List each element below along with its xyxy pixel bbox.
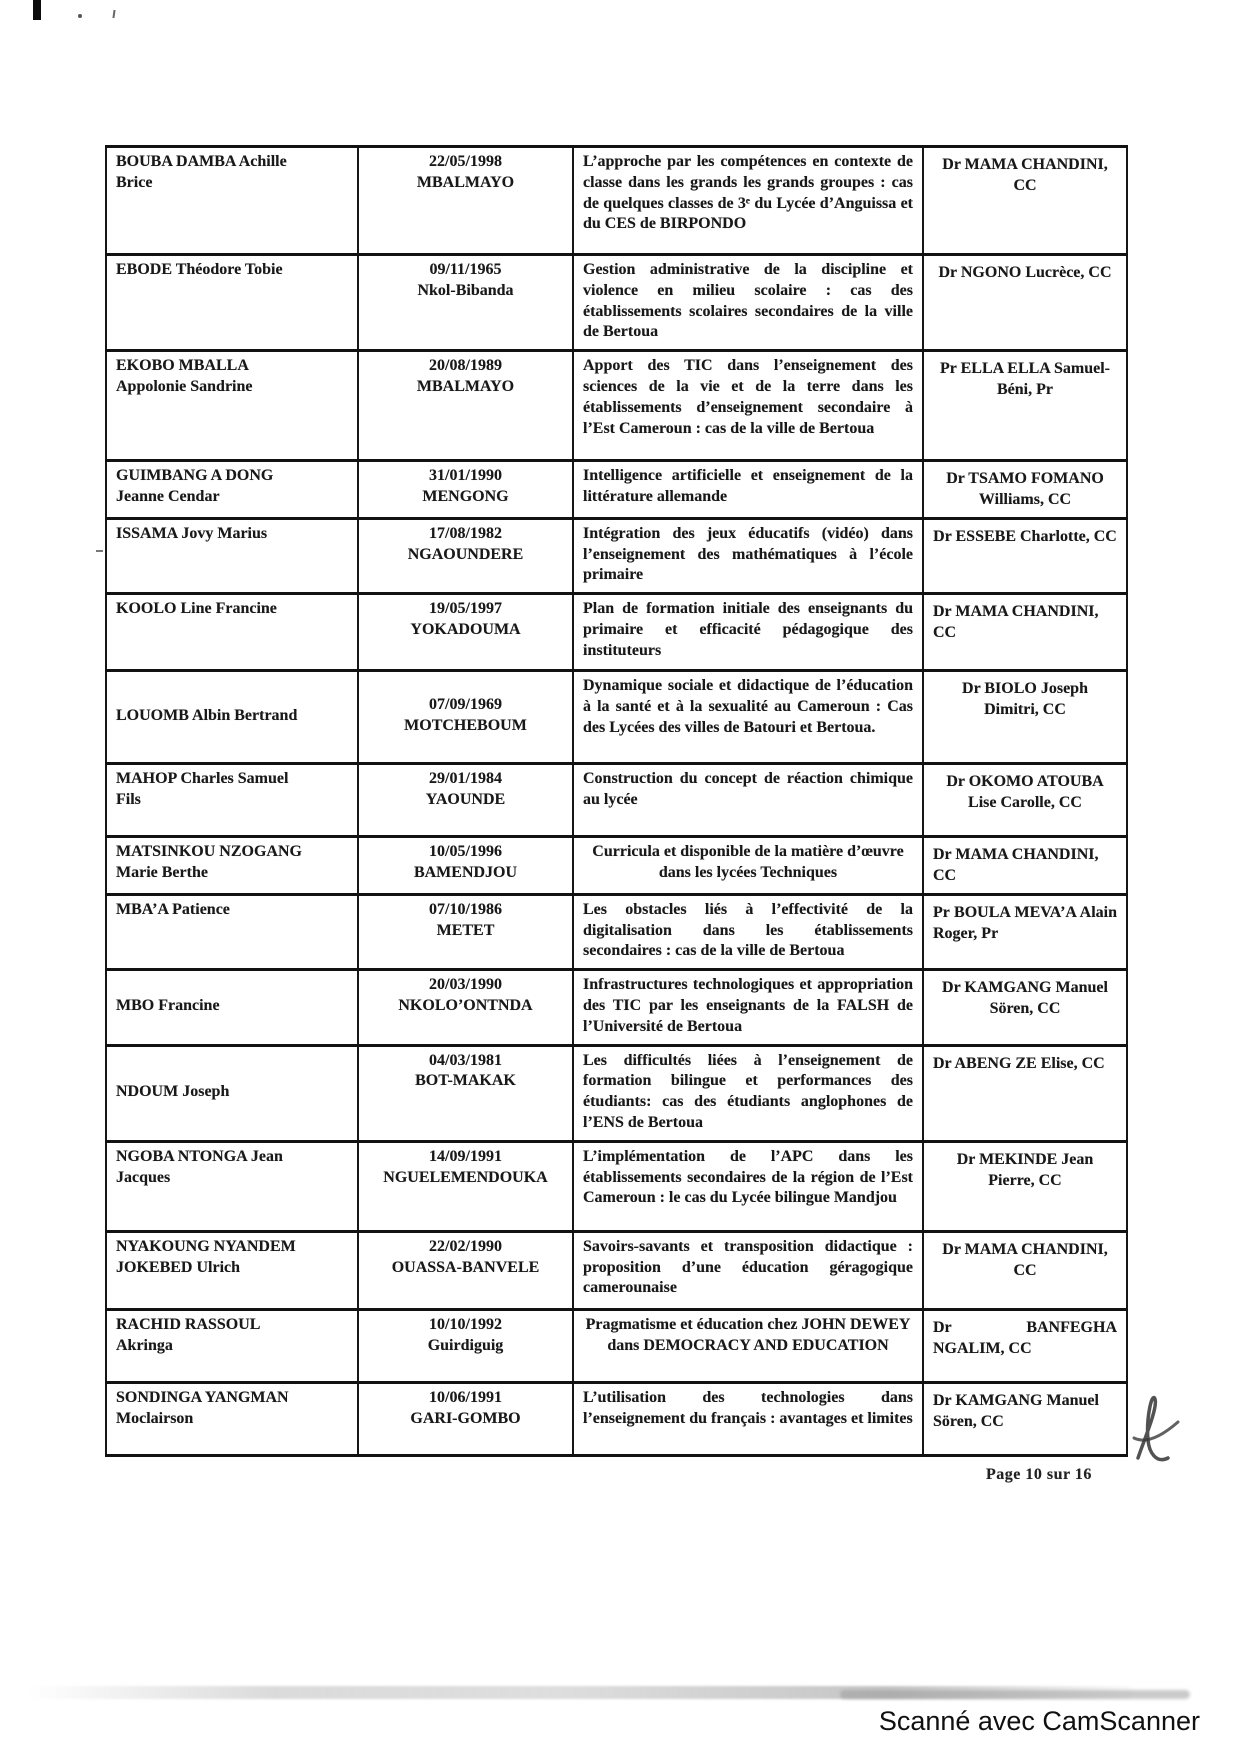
birth-cell: [358, 671, 573, 764]
scan-artifact-bar: [33, 0, 41, 20]
thesis-topic-cell: Plan de formation initiale des enseignants du primaire et efficacité pédagogique des instituteurs: [573, 594, 923, 671]
supervisor-cell: Pr BOULA MEVA’A Alain Roger, Pr: [923, 894, 1127, 969]
birth-cell: [358, 518, 573, 593]
thesis-topic-cell: L’utilisation des technologies dans l’enseignement du français : avantages et limites: [573, 1382, 923, 1455]
birth-date: 20/03/1990: [429, 976, 502, 994]
birth-place: NGUELEMENDOUKA: [383, 1168, 548, 1186]
birth-date: 22/05/1998: [429, 153, 502, 170]
student-name-cell: ISSAMA Jovy Marius: [106, 518, 358, 593]
birth-date: 04/03/1981: [429, 1051, 502, 1069]
birth-place: NKOLO’ONTNDA: [398, 996, 533, 1014]
birth-place: GARI-GOMBO: [410, 1409, 521, 1427]
table-row: [106, 594, 1127, 671]
supervisor-cell: Dr KAMGANG Manuel Sören, CC: [923, 1382, 1127, 1455]
supervisor-cell: Dr KAMGANG Manuel Sören, CC: [923, 970, 1127, 1045]
table-row: [106, 518, 1127, 593]
birth-date: 10/05/1996: [429, 843, 502, 861]
thesis-topic-cell: Pragmatisme et éducation chez JOHN DEWEY dans DEMOCRACY AND EDUCATION: [573, 1309, 923, 1382]
birth-place: BOT-MAKAK: [415, 1072, 516, 1090]
thesis-topic-cell: L’approche par les compétences en contexte de classe dans les grands les grands groupes : cas de quelques classes de 3ᵉ du Lycée d’Anguissa et du CES de BIRPONDO: [573, 147, 923, 255]
birth-date: 20/08/1989: [429, 357, 502, 375]
birth-cell: [358, 461, 573, 519]
birth-cell: [358, 351, 573, 461]
supervisor-cell: Dr BIOLO Joseph Dimitri, CC: [923, 671, 1127, 764]
birth-place: YOKADOUMA: [410, 620, 521, 638]
student-name-cell: MBO Francine: [106, 970, 358, 1045]
birth-place: NGAOUNDERE: [407, 545, 524, 563]
thesis-topic-cell: Infrastructures technologiques et appropriation des TIC par les enseignants de la FALSH de l’Université de Bertoua: [573, 970, 923, 1045]
table-row: [106, 970, 1127, 1045]
thesis-topic-cell: Savoirs-savants et transposition didactique : proposition d’une éducation géragogique camerounaise: [573, 1231, 923, 1309]
scan-artifact-dot: [78, 14, 82, 18]
birth-cell: [358, 1382, 573, 1455]
thesis-topic-cell: Apport des TIC dans l’enseignement des sciences de la vie et de la terre dans les établissements d’enseignement secondaire à l’Est Cameroun : cas de la ville de Bertoua: [573, 351, 923, 461]
birth-place: Guirdiguig: [427, 1336, 504, 1354]
thesis-topic-cell: Construction du concept de réaction chimique au lycée: [573, 764, 923, 837]
thesis-topic-cell: Les difficultés liées à l’enseignement de formation bilingue et performances des étudiants: cas des étudiants anglophones de l’ENS de Bertoua: [573, 1045, 923, 1141]
birth-date: 07/10/1986: [429, 900, 502, 918]
birth-date: 22/02/1990: [429, 1237, 502, 1255]
student-name-cell: NDOUM Joseph: [106, 1045, 358, 1141]
birth-cell: [358, 1141, 573, 1231]
thesis-topic-cell: Intégration des jeux éducatifs (vidéo) dans l’enseignement des mathématiques à l’école primaire: [573, 518, 923, 593]
birth-place: MOTCHEBOUM: [404, 717, 527, 735]
supervisor-cell: Dr TSAMO FOMANO Williams, CC: [923, 461, 1127, 519]
birth-cell: [358, 837, 573, 895]
birth-place: METET: [436, 921, 495, 939]
scan-edge-shadow-right: [840, 1690, 1190, 1699]
supervisor-cell: Dr MAMA CHANDINI, CC: [923, 1231, 1127, 1309]
birth-place: MBALMAYO: [416, 173, 515, 191]
birth-cell: [358, 255, 573, 351]
birth-cell: [358, 764, 573, 837]
supervisor-cell: Pr ELLA ELLA Samuel-Béni, Pr: [923, 351, 1127, 461]
table-row: [106, 461, 1127, 519]
birth-place: OUASSA-BANVELE: [391, 1258, 540, 1276]
student-name-cell: BOUBA DAMBA Achille Brice: [106, 147, 358, 255]
birth-cell: [358, 1309, 573, 1382]
supervisor-cell: Dr NGONO Lucrèce, CC: [923, 255, 1127, 351]
thesis-topic-cell: Les obstacles liés à l’effectivité de la digitalisation dans les établissements secondaires : cas de la ville de Bertoua: [573, 894, 923, 969]
thesis-topic-cell: L’implémentation de l’APC dans les établissements secondaires de la région de l’Est Cameroun : le cas du Lycée bilingue Mandjou: [573, 1141, 923, 1231]
student-name-cell: MAHOP Charles Samuel Fils: [106, 764, 358, 837]
thesis-defense-table: [105, 145, 1128, 1457]
table-row: [106, 147, 1127, 255]
birth-date: 31/01/1990: [429, 467, 502, 485]
supervisor-cell: Dr OKOMO ATOUBA Lise Carolle, CC: [923, 764, 1127, 837]
thesis-topic-cell: Gestion administrative de la discipline et violence en milieu scolaire : cas des établissements scolaires secondaires de la ville de Bertoua: [573, 255, 923, 351]
birth-date: 10/06/1991: [429, 1388, 502, 1406]
birth-date: 07/09/1969: [429, 696, 502, 714]
table-row: [106, 255, 1127, 351]
supervisor-cell: Dr MEKINDE Jean Pierre, CC: [923, 1141, 1127, 1231]
birth-cell: [358, 1231, 573, 1309]
supervisor-cell: Dr MAMA CHANDINI, CC: [923, 594, 1127, 671]
supervisor-cell: Dr MAMA CHANDINI, CC: [923, 147, 1127, 255]
birth-cell: [358, 970, 573, 1045]
table-row: [106, 1141, 1127, 1231]
table-row: [106, 837, 1127, 895]
student-name-cell: GUIMBANG A DONG Jeanne Cendar: [106, 461, 358, 519]
birth-place: YAOUNDE: [425, 790, 506, 808]
scan-artifact-tick: [112, 10, 115, 18]
birth-date: 17/08/1982: [429, 524, 502, 542]
thesis-table-body: [106, 147, 1127, 1456]
table-row: [106, 1231, 1127, 1309]
thesis-topic-cell: Intelligence artificielle et enseignement de la littérature allemande: [573, 461, 923, 519]
thesis-topic-cell: Curricula et disponible de la matière d’œuvre dans les lycées Techniques: [573, 837, 923, 895]
table-row: [106, 894, 1127, 969]
thesis-topic-cell: Dynamique sociale et didactique de l’éducation à la santé et à la sexualité au Cameroun : Cas des Lycées des villes de Batouri et Bertoua.: [573, 671, 923, 764]
birth-date: 09/11/1965: [429, 261, 502, 278]
student-name-cell: LOUOMB Albin Bertrand: [106, 671, 358, 764]
student-name-cell: EKOBO MBALLA Appolonie Sandrine: [106, 351, 358, 461]
birth-cell: [358, 1045, 573, 1141]
camscanner-label: Scanné avec CamScanner: [878, 1706, 1200, 1736]
table-row: [106, 1382, 1127, 1455]
birth-date: 14/09/1991: [429, 1147, 502, 1165]
student-name-cell: RACHID RASSOUL Akringa: [106, 1309, 358, 1382]
table-row: [106, 1045, 1127, 1141]
supervisor-cell: Dr ESSEBE Charlotte, CC: [923, 518, 1127, 593]
page-number: Page 10 sur 16: [986, 1466, 1092, 1483]
student-name-cell: SONDINGA YANGMAN Moclairson: [106, 1382, 358, 1455]
scan-artifact-dash: [96, 550, 103, 552]
student-name-cell: EBODE Théodore Tobie: [106, 255, 358, 351]
student-name-cell: NYAKOUNG NYANDEM JOKEBED Ulrich: [106, 1231, 358, 1309]
student-name-cell: KOOLO Line Francine: [106, 594, 358, 671]
birth-place: MBALMAYO: [416, 377, 515, 395]
birth-place: MENGONG: [422, 487, 509, 505]
table-row: [106, 1309, 1127, 1382]
handwritten-mark: [1128, 1392, 1186, 1470]
student-name-cell: MBA’A Patience: [106, 894, 358, 969]
student-name-cell: NGOBA NTONGA Jean Jacques: [106, 1141, 358, 1231]
birth-place: BAMENDJOU: [413, 863, 518, 881]
supervisor-cell: Dr MAMA CHANDINI, CC: [923, 837, 1127, 895]
birth-cell: [358, 894, 573, 969]
birth-date: 10/10/1992: [429, 1315, 502, 1333]
birth-cell: [358, 594, 573, 671]
supervisor-cell: Dr BANFEGHA NGALIM, CC: [923, 1309, 1127, 1382]
supervisor-cell: Dr ABENG ZE Elise, CC: [923, 1045, 1127, 1141]
birth-place: Nkol-Bibanda: [417, 281, 514, 299]
birth-cell: [358, 147, 573, 255]
table-row: [106, 351, 1127, 461]
student-name-cell: MATSINKOU NZOGANG Marie Berthe: [106, 837, 358, 895]
table-row: [106, 671, 1127, 764]
birth-date: 29/01/1984: [429, 770, 502, 788]
birth-date: 19/05/1997: [429, 600, 502, 618]
table-row: [106, 764, 1127, 837]
